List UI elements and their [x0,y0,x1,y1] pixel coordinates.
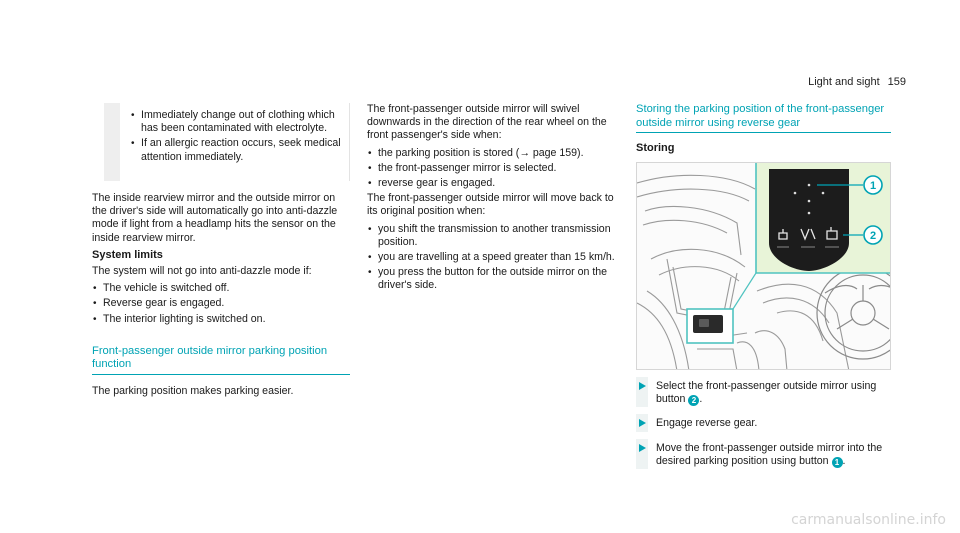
door-panel-figure [636,162,891,370]
warning-item: • If an allergic reaction occurs, seek medical attention immediately. [130,137,346,163]
button-ref-badge: 1 [832,457,843,468]
page-header [808,76,906,89]
warning-list [130,109,346,166]
page-number: 159 [887,76,906,88]
anti-dazzle-intro: The inside rearview mirror and the outside mirror on the driver's side will automatically go into anti-dazzle mode if light from a headlamp hits the sensor on the inside rearview mirror. [92,192,338,244]
step-text: Select the front-passenger outside mirror using button [656,380,877,406]
column-2 [367,103,619,295]
step-1 [636,380,891,406]
steps-list [636,380,891,479]
callout-2-label: 2 [869,230,877,242]
system-limits-text: The system will not go into anti-dazzle mode if: [92,265,312,278]
step-arrow-icon [639,382,646,390]
list-item: • the parking position is stored (→ page 159). [367,147,619,160]
column-3 [636,103,891,158]
section-title: Light and sight [808,76,880,88]
step-2 [636,417,891,430]
warning-sidebar [104,103,120,181]
step-tail: . [699,393,703,406]
warning-item: • Immediately change out of clothing which has been contaminated with electrolyte. [130,109,346,135]
system-limits-list [92,282,350,326]
parking-position-section-heading: Front-passenger outside mirror parking position function [92,345,350,375]
step-3 [636,442,891,468]
step-arrow-icon [639,444,646,452]
swivel-text: The front-passenger outside mirror will swivel downwards in the direction of the rear wheel on the front passenger's side when: [367,103,607,142]
list-item: • Reverse gear is engaged. [92,297,350,310]
list-item: • the front-passenger mirror is selected. [367,162,619,175]
storing-section-heading: Storing the parking position of the front-passenger outside mirror using reverse gear [636,103,891,133]
list-item: • The interior lighting is switched on. [92,313,350,326]
callout-1-label: 1 [869,180,877,192]
button-ref-badge: 2 [688,395,699,406]
step-tail: . [842,454,846,467]
list-item: • you shift the transmission to another transmission position. [367,223,619,249]
warning-box [92,103,350,181]
list-item: • reverse gear is engaged. [367,177,619,190]
parking-position-text: The parking position makes parking easier. [92,385,294,398]
door-panel-illustration [637,163,891,370]
system-limits-heading: System limits [92,248,163,261]
step-arrow-icon [639,419,646,427]
list-item: • The vehicle is switched off. [92,282,350,295]
step-text: Move the front-passenger outside mirror into the desired parking position using button [656,441,883,467]
move-back-text: The front-passenger outside mirror will move back to its original position when: [367,192,614,218]
column-1 [92,192,350,402]
move-back-list [367,223,619,293]
list-item: • you press the button for the outside mirror on the driver's side. [367,266,619,292]
watermark: carmanualsonline.info [791,512,946,528]
swivel-list [367,147,619,191]
step-text: Engage reverse gear. [656,417,758,430]
storing-heading: Storing [636,142,675,155]
list-item: • you are travelling at a speed greater than 15 km/h. [367,251,619,264]
